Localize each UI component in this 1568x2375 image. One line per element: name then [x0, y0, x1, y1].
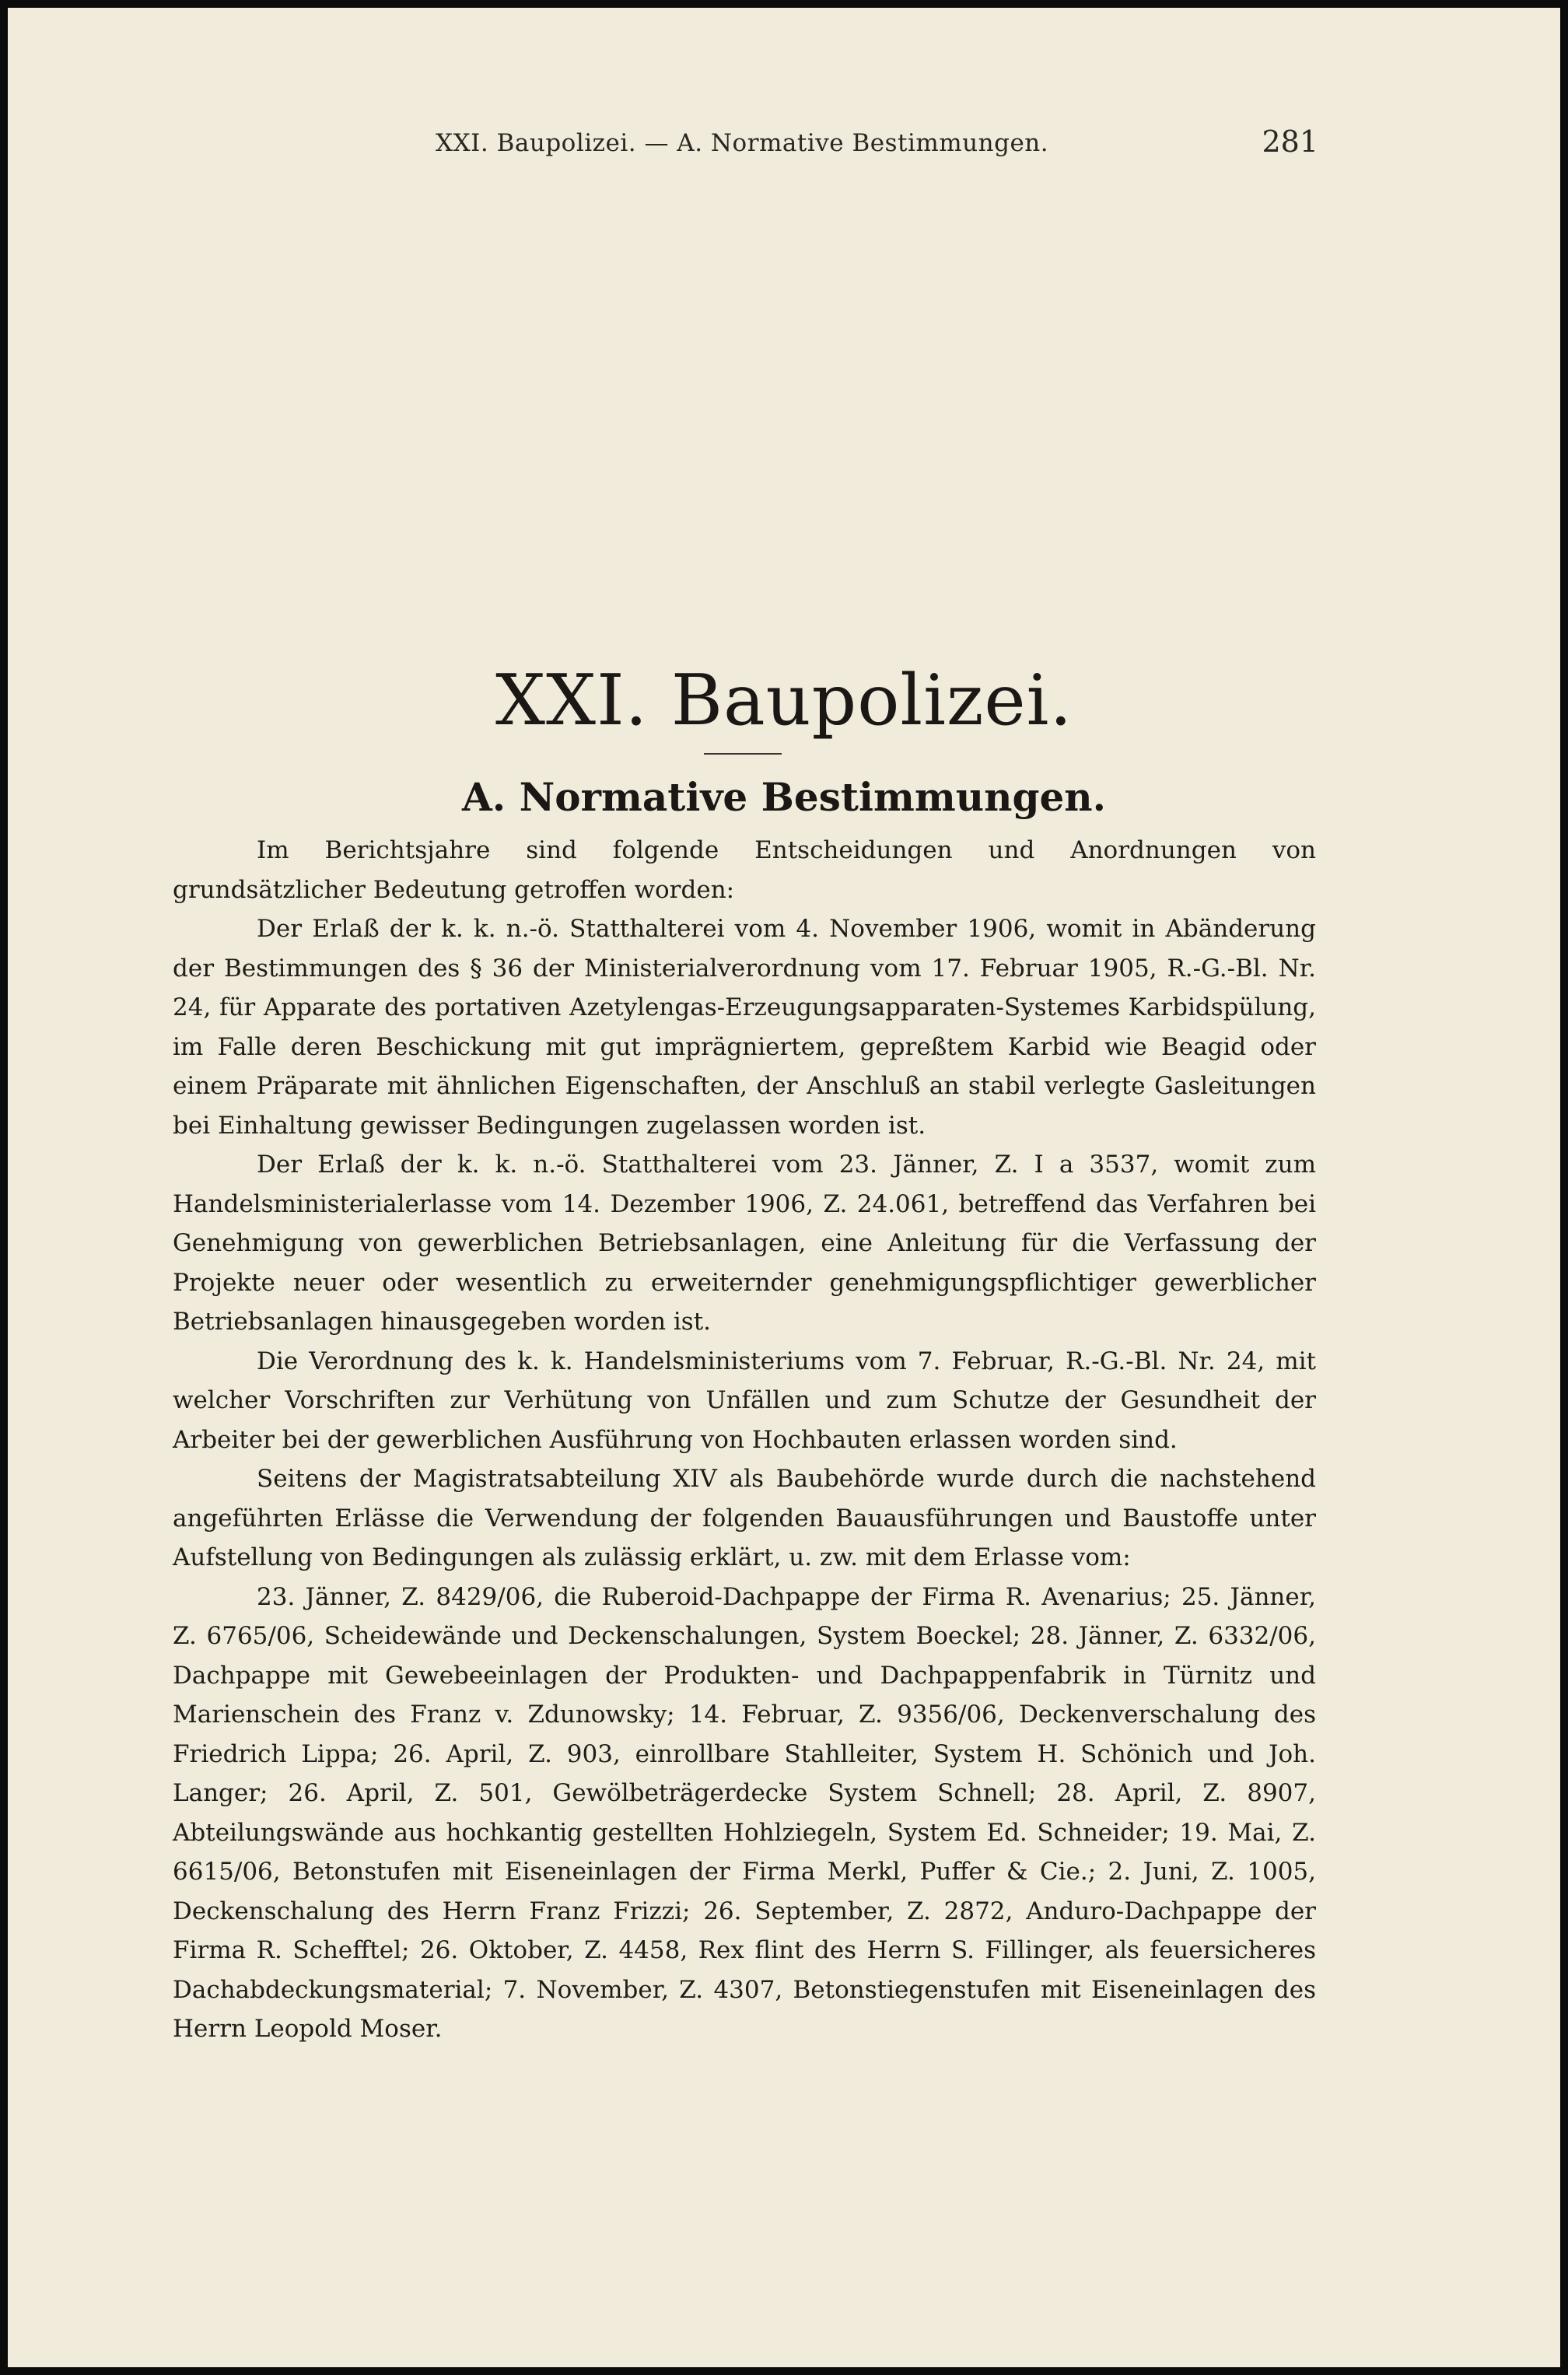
running-header	[171, 124, 1318, 171]
paragraph-statthalterei-november: Der Erlaß der k. k. n.-ö. Statthalterei vom 4. November 1906, womit in Abänderung der Bestimmungen des § 36 der Ministerialverordnung vom 17. Februar 1905, R.-G.-Bl. Nr. 24, für Apparate des portativen Azetylengas-Erzeugungsapparaten-Systemes Karbidspülung, im Falle deren Beschickung mit gut imprägniertem, gepreßtem Karbid wie Beagid oder einem Präparate mit ähnlichen Eigenschaften, der Anschluß an stabil verlegte Gasleitungen bei Einhaltung gewisser Bedingungen zugelassen worden ist.	[173, 915, 1316, 1140]
page-number: 281	[1262, 124, 1318, 159]
paragraph-magistratsabteilung: Seitens der Magistratsabteilung XIV als Baubehörde wurde durch die nachstehend angeführten Erlässe die Verwendung der folgenden Bauausführungen und Baustoffe unter Aufstellung von Bedingungen als zulässig erklärt, u. zw. mit dem Erlasse vom:	[173, 1465, 1316, 1571]
chapter-title: XXI. Baupolizei.	[495, 660, 1073, 741]
body-text	[173, 831, 1316, 2049]
section-title: A. Normative Bestimmungen.	[461, 774, 1107, 820]
paragraph-statthalterei-jaenner: Der Erlaß der k. k. n.-ö. Statthalterei vom 23. Jänner, Z. I a 3537, womit zum Handelsministerialerlasse vom 14. Dezember 1906, Z. 24.061, betreffend das Verfahren bei Genehmigung von gewerblichen Betriebsanlagen, eine Anleitung für die Verfassung der Projekte neuer oder wesentlich zu erweiternder genehmigungspflichtiger gewerblicher Betriebsanlagen hinausgegeben worden ist.	[173, 1151, 1316, 1336]
running-title: XXI. Baupolizei. — A. Normative Bestimmungen.	[436, 129, 1049, 157]
paragraph-intro: Im Berichtsjahre sind folgende Entscheidungen und Anordnungen von grundsätzlicher Bedeutung getroffen worden:	[173, 836, 1316, 904]
title-divider	[704, 753, 782, 755]
paragraph-handelsministerium: Die Verordnung des k. k. Handelsministeriums vom 7. Februar, R.-G.-Bl. Nr. 24, mit welcher Vorschriften zur Verhütung von Unfällen und zum Schutze der Gesundheit der Arbeiter bei der gewerblichen Ausführung von Hochbauten erlassen worden sind.	[173, 1347, 1316, 1454]
paragraph-erlasse-list: 23. Jänner, Z. 8429/06, die Ruberoid-Dachpappe der Firma R. Avenarius; 25. Jänner, Z. 6765/06, Scheidewände und Deckenschalungen, System Boeckel; 28. Jänner, Z. 6332/06, Dachpappe mit Gewebeeinlagen der Produkten- und Dachpappenfabrik in Türnitz und Marienschein des Franz v. Zdunowsky; 14. Februar, Z. 9356/06, Deckenverschalung des Friedrich Lippa; 26. April, Z. 903, einrollbare Stahlleiter, System H. Schönich und Joh. Langer; 26. April, Z. 501, Gewölbeträgerdecke System Schnell; 28. April, Z. 8907, Abteilungswände aus hochkantig gestellten Hohlziegeln, System Ed. Schneider; 19. Mai, Z. 6615/06, Betonstufen mit Eiseneinlagen der Firma Merkl, Puffer & Cie.; 2. Juni, Z. 1005, Deckenschalung des Herrn Franz Frizzi; 26. September, Z. 2872, Anduro-Dachpappe der Firma R. Schefftel; 26. Oktober, Z. 4458, Rex flint des Herrn S. Fillinger, als feuersicheres Dachabdeckungsmaterial; 7. November, Z. 4307, Betonstiegenstufen mit Eiseneinlagen des Herrn Leopold Moser.	[173, 1582, 1316, 2043]
document-page	[8, 8, 1560, 2367]
